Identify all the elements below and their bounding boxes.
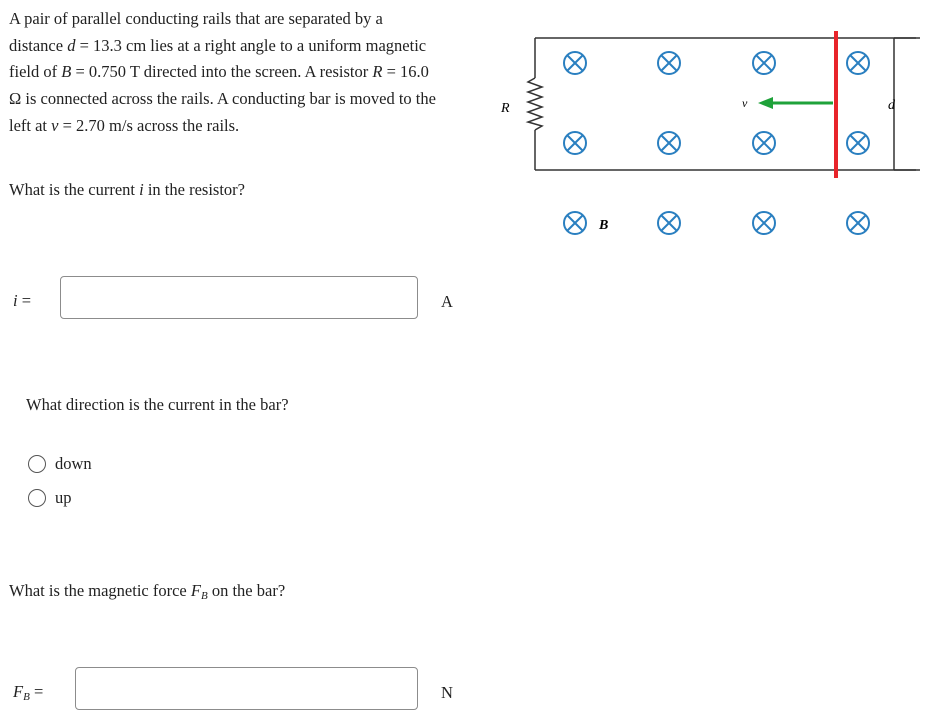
field-into-screen-icon [658,52,680,74]
direction-option-up[interactable] [28,487,72,509]
rail-diagram [490,20,930,250]
field-into-screen-icon [564,212,586,234]
radio-button-up[interactable] [28,489,46,507]
field-into-screen-icon [753,132,775,154]
force-answer-label: $F_B$ = [13,682,44,703]
distance-label: d [888,98,895,113]
field-into-screen-icon [564,132,586,154]
problem-statement: A pair of parallel conducting rails that are separated by a distance d = 13.3 cm lies at a right angle to a uniform magnetic field of B = 0.750 T directed into the screen. A resistor R = 16.0 Ω is connected across the rails. A conducting bar is moved to the left at v = 2.70 m/s across the rails. [9,9,436,135]
direction-option-up-label: up [55,488,72,507]
magnetic-field-symbols [564,52,869,234]
field-into-screen-icon [847,132,869,154]
field-into-screen-icon [658,132,680,154]
field-into-screen-icon [847,212,869,234]
question-force: What is the magnetic force $F_B$ on the bar? [9,581,286,602]
question-direction: What direction is the current in the bar? [26,395,289,414]
current-answer-input[interactable] [60,276,418,319]
field-into-screen-icon [847,52,869,74]
question-current: What is the current i in the resistor? [9,180,245,199]
velocity-label: v [742,96,748,110]
force-answer-input[interactable] [75,667,418,710]
velocity-arrow-icon [758,97,833,109]
resistor-label: R [501,101,510,116]
field-into-screen-icon [753,212,775,234]
field-into-screen-icon [753,52,775,74]
current-answer-label: i = [13,291,32,310]
field-into-screen-icon [658,212,680,234]
current-unit-label: A [441,292,453,311]
direction-option-down-label: down [55,454,92,473]
direction-option-down[interactable] [28,453,92,475]
field-label: B [599,218,609,233]
radio-button-down[interactable] [28,455,46,473]
distance-marker [894,38,916,170]
resistor-icon [528,78,542,130]
force-unit-label: N [441,683,453,702]
field-into-screen-icon [564,52,586,74]
